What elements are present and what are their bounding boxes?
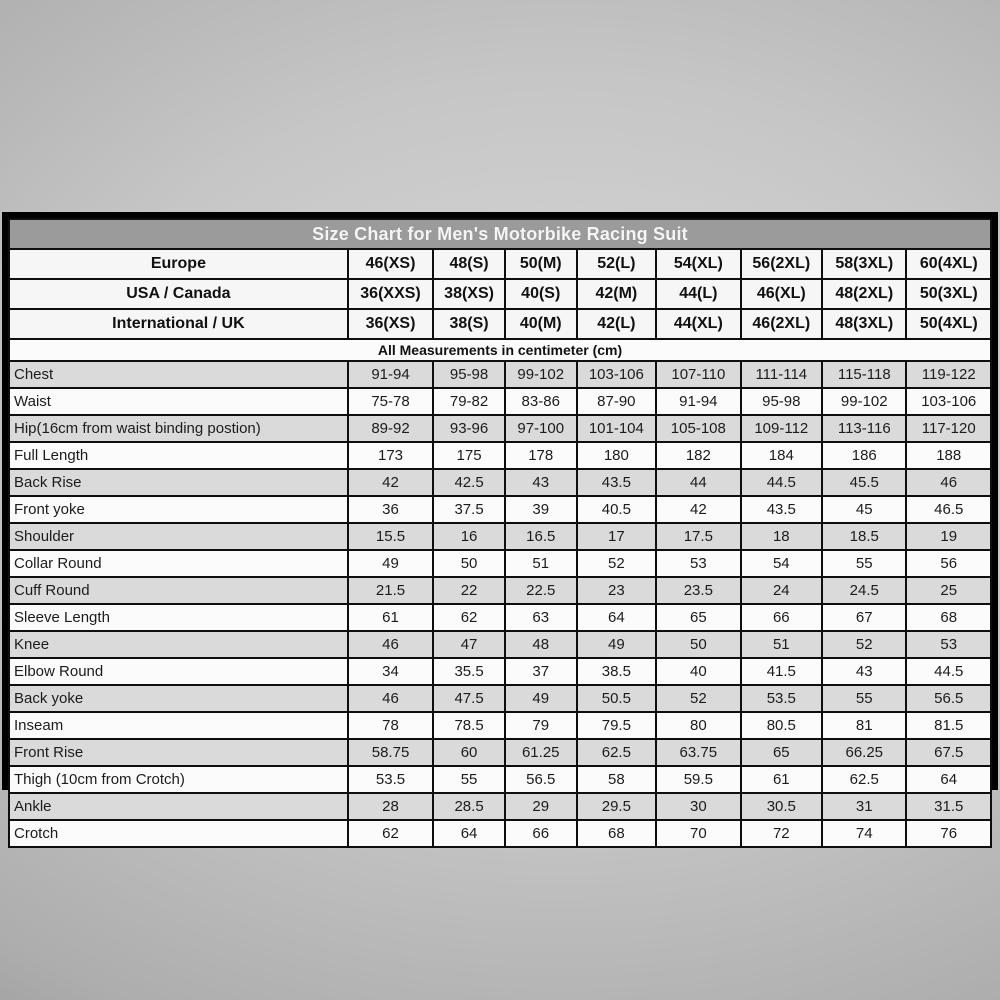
- size-chart-table: [8, 218, 992, 848]
- row-label: Full Length: [9, 442, 348, 469]
- value-cell: 63: [505, 604, 577, 631]
- measurement-row: [9, 685, 991, 712]
- value-cell: 47.5: [433, 685, 505, 712]
- value-cell: 95-98: [433, 361, 505, 388]
- value-cell: 35.5: [433, 658, 505, 685]
- row-label: Europe: [9, 249, 348, 279]
- value-cell: 44.5: [741, 469, 823, 496]
- value-cell: 67: [822, 604, 906, 631]
- value-cell: 87-90: [577, 388, 657, 415]
- value-cell: 115-118: [822, 361, 906, 388]
- value-cell: 56.5: [906, 685, 991, 712]
- row-label: Knee: [9, 631, 348, 658]
- value-cell: 28.5: [433, 793, 505, 820]
- value-cell: 76: [906, 820, 991, 847]
- row-label: Collar Round: [9, 550, 348, 577]
- value-cell: 113-116: [822, 415, 906, 442]
- value-cell: 55: [433, 766, 505, 793]
- value-cell: 40(S): [505, 279, 577, 309]
- value-cell: 37.5: [433, 496, 505, 523]
- value-cell: 18: [741, 523, 823, 550]
- value-cell: 79: [505, 712, 577, 739]
- unit-note-row: [9, 339, 991, 361]
- row-label: Cuff Round: [9, 577, 348, 604]
- value-cell: 46: [906, 469, 991, 496]
- value-cell: 43.5: [577, 469, 657, 496]
- row-label: Back Rise: [9, 469, 348, 496]
- value-cell: 93-96: [433, 415, 505, 442]
- value-cell: 25: [906, 577, 991, 604]
- measurement-row: [9, 550, 991, 577]
- value-cell: 59.5: [656, 766, 740, 793]
- value-cell: 50: [656, 631, 740, 658]
- value-cell: 109-112: [741, 415, 823, 442]
- value-cell: 43: [822, 658, 906, 685]
- value-cell: 22: [433, 577, 505, 604]
- value-cell: 188: [906, 442, 991, 469]
- value-cell: 52: [822, 631, 906, 658]
- value-cell: 103-106: [906, 388, 991, 415]
- value-cell: 52: [656, 685, 740, 712]
- value-cell: 66.25: [822, 739, 906, 766]
- value-cell: 24: [741, 577, 823, 604]
- value-cell: 53.5: [741, 685, 823, 712]
- measurement-row: [9, 577, 991, 604]
- value-cell: 37: [505, 658, 577, 685]
- row-label: Inseam: [9, 712, 348, 739]
- value-cell: 186: [822, 442, 906, 469]
- value-cell: 65: [656, 604, 740, 631]
- value-cell: 95-98: [741, 388, 823, 415]
- value-cell: 44(L): [656, 279, 740, 309]
- value-cell: 60: [433, 739, 505, 766]
- value-cell: 107-110: [656, 361, 740, 388]
- value-cell: 117-120: [906, 415, 991, 442]
- measurement-row: [9, 361, 991, 388]
- measurement-row: [9, 712, 991, 739]
- value-cell: 39: [505, 496, 577, 523]
- value-cell: 65: [741, 739, 823, 766]
- row-label: Ankle: [9, 793, 348, 820]
- value-cell: 54: [741, 550, 823, 577]
- value-cell: 46: [348, 685, 433, 712]
- value-cell: 62: [433, 604, 505, 631]
- value-cell: 17.5: [656, 523, 740, 550]
- measurement-row: [9, 739, 991, 766]
- value-cell: 23.5: [656, 577, 740, 604]
- value-cell: 105-108: [656, 415, 740, 442]
- measurement-row: [9, 631, 991, 658]
- value-cell: 42: [656, 496, 740, 523]
- value-cell: 80.5: [741, 712, 823, 739]
- value-cell: 67.5: [906, 739, 991, 766]
- value-cell: 58: [577, 766, 657, 793]
- value-cell: 175: [433, 442, 505, 469]
- value-cell: 66: [505, 820, 577, 847]
- value-cell: 64: [906, 766, 991, 793]
- value-cell: 46.5: [906, 496, 991, 523]
- measurement-row: [9, 415, 991, 442]
- value-cell: 63.75: [656, 739, 740, 766]
- value-cell: 30: [656, 793, 740, 820]
- measurement-row: [9, 766, 991, 793]
- value-cell: 49: [348, 550, 433, 577]
- value-cell: 75-78: [348, 388, 433, 415]
- value-cell: 44.5: [906, 658, 991, 685]
- value-cell: 91-94: [656, 388, 740, 415]
- value-cell: 45: [822, 496, 906, 523]
- value-cell: 81.5: [906, 712, 991, 739]
- value-cell: 46: [348, 631, 433, 658]
- row-label: Sleeve Length: [9, 604, 348, 631]
- measurement-row: [9, 442, 991, 469]
- value-cell: 97-100: [505, 415, 577, 442]
- measurement-row: [9, 523, 991, 550]
- value-cell: 70: [656, 820, 740, 847]
- value-cell: 56.5: [505, 766, 577, 793]
- value-cell: 52: [577, 550, 657, 577]
- value-cell: 30.5: [741, 793, 823, 820]
- value-cell: 62.5: [822, 766, 906, 793]
- size-header-row: [9, 279, 991, 309]
- row-label: Front yoke: [9, 496, 348, 523]
- value-cell: 38(XS): [433, 279, 505, 309]
- value-cell: 53: [656, 550, 740, 577]
- value-cell: 64: [433, 820, 505, 847]
- value-cell: 19: [906, 523, 991, 550]
- value-cell: 44(XL): [656, 309, 740, 339]
- value-cell: 119-122: [906, 361, 991, 388]
- value-cell: 55: [822, 550, 906, 577]
- measurement-row: [9, 469, 991, 496]
- value-cell: 64: [577, 604, 657, 631]
- row-label: International / UK: [9, 309, 348, 339]
- value-cell: 40.5: [577, 496, 657, 523]
- value-cell: 99-102: [822, 388, 906, 415]
- value-cell: 180: [577, 442, 657, 469]
- value-cell: 61: [348, 604, 433, 631]
- value-cell: 46(2XL): [741, 309, 823, 339]
- value-cell: 68: [906, 604, 991, 631]
- row-label: USA / Canada: [9, 279, 348, 309]
- value-cell: 101-104: [577, 415, 657, 442]
- value-cell: 182: [656, 442, 740, 469]
- value-cell: 38(S): [433, 309, 505, 339]
- value-cell: 52(L): [577, 249, 657, 279]
- value-cell: 50(4XL): [906, 309, 991, 339]
- value-cell: 21.5: [348, 577, 433, 604]
- value-cell: 50(M): [505, 249, 577, 279]
- value-cell: 66: [741, 604, 823, 631]
- value-cell: 48(2XL): [822, 279, 906, 309]
- value-cell: 23: [577, 577, 657, 604]
- value-cell: 29.5: [577, 793, 657, 820]
- value-cell: 18.5: [822, 523, 906, 550]
- value-cell: 50(3XL): [906, 279, 991, 309]
- measurement-row: [9, 793, 991, 820]
- value-cell: 31: [822, 793, 906, 820]
- value-cell: 43: [505, 469, 577, 496]
- value-cell: 16.5: [505, 523, 577, 550]
- value-cell: 51: [741, 631, 823, 658]
- value-cell: 42(L): [577, 309, 657, 339]
- value-cell: 46(XL): [741, 279, 823, 309]
- table-title-row: [9, 219, 991, 249]
- row-label: Elbow Round: [9, 658, 348, 685]
- value-cell: 68: [577, 820, 657, 847]
- value-cell: 62: [348, 820, 433, 847]
- value-cell: 58(3XL): [822, 249, 906, 279]
- value-cell: 42: [348, 469, 433, 496]
- value-cell: 89-92: [348, 415, 433, 442]
- value-cell: 62.5: [577, 739, 657, 766]
- measurement-row: [9, 496, 991, 523]
- value-cell: 49: [577, 631, 657, 658]
- value-cell: 74: [822, 820, 906, 847]
- value-cell: 44: [656, 469, 740, 496]
- value-cell: 184: [741, 442, 823, 469]
- value-cell: 43.5: [741, 496, 823, 523]
- value-cell: 99-102: [505, 361, 577, 388]
- value-cell: 80: [656, 712, 740, 739]
- value-cell: 178: [505, 442, 577, 469]
- value-cell: 40: [656, 658, 740, 685]
- value-cell: 60(4XL): [906, 249, 991, 279]
- value-cell: 55: [822, 685, 906, 712]
- value-cell: 56(2XL): [741, 249, 823, 279]
- value-cell: 61.25: [505, 739, 577, 766]
- value-cell: 53.5: [348, 766, 433, 793]
- value-cell: 31.5: [906, 793, 991, 820]
- value-cell: 49: [505, 685, 577, 712]
- size-header-row: [9, 249, 991, 279]
- value-cell: 111-114: [741, 361, 823, 388]
- value-cell: 15.5: [348, 523, 433, 550]
- value-cell: 78: [348, 712, 433, 739]
- value-cell: 46(XS): [348, 249, 433, 279]
- row-label: Thigh (10cm from Crotch): [9, 766, 348, 793]
- value-cell: 42.5: [433, 469, 505, 496]
- measurement-row: [9, 820, 991, 847]
- measurement-row: [9, 388, 991, 415]
- value-cell: 36: [348, 496, 433, 523]
- row-label: Hip(16cm from waist binding postion): [9, 415, 348, 442]
- value-cell: 48(S): [433, 249, 505, 279]
- value-cell: 91-94: [348, 361, 433, 388]
- row-label: Chest: [9, 361, 348, 388]
- value-cell: 54(XL): [656, 249, 740, 279]
- value-cell: 173: [348, 442, 433, 469]
- value-cell: 22.5: [505, 577, 577, 604]
- value-cell: 41.5: [741, 658, 823, 685]
- value-cell: 29: [505, 793, 577, 820]
- value-cell: 50.5: [577, 685, 657, 712]
- value-cell: 47: [433, 631, 505, 658]
- row-label: Crotch: [9, 820, 348, 847]
- size-header-row: [9, 309, 991, 339]
- row-label: Front Rise: [9, 739, 348, 766]
- value-cell: 36(XXS): [348, 279, 433, 309]
- value-cell: 48: [505, 631, 577, 658]
- value-cell: 79-82: [433, 388, 505, 415]
- measurement-row: [9, 658, 991, 685]
- value-cell: 53: [906, 631, 991, 658]
- value-cell: 103-106: [577, 361, 657, 388]
- value-cell: 51: [505, 550, 577, 577]
- value-cell: 58.75: [348, 739, 433, 766]
- value-cell: 81: [822, 712, 906, 739]
- value-cell: 45.5: [822, 469, 906, 496]
- value-cell: 42(M): [577, 279, 657, 309]
- value-cell: 28: [348, 793, 433, 820]
- value-cell: 61: [741, 766, 823, 793]
- value-cell: 50: [433, 550, 505, 577]
- value-cell: 17: [577, 523, 657, 550]
- row-label: Back yoke: [9, 685, 348, 712]
- value-cell: 34: [348, 658, 433, 685]
- row-label: Waist: [9, 388, 348, 415]
- value-cell: 36(XS): [348, 309, 433, 339]
- unit-note: All Measurements in centimeter (cm): [9, 339, 991, 361]
- value-cell: 79.5: [577, 712, 657, 739]
- value-cell: 78.5: [433, 712, 505, 739]
- value-cell: 83-86: [505, 388, 577, 415]
- row-label: Shoulder: [9, 523, 348, 550]
- value-cell: 40(M): [505, 309, 577, 339]
- value-cell: 16: [433, 523, 505, 550]
- measurement-row: [9, 604, 991, 631]
- value-cell: 56: [906, 550, 991, 577]
- value-cell: 24.5: [822, 577, 906, 604]
- value-cell: 48(3XL): [822, 309, 906, 339]
- size-chart-table-container: [2, 212, 998, 842]
- value-cell: 38.5: [577, 658, 657, 685]
- page-title: Size Chart for Men's Motorbike Racing Suit: [9, 219, 991, 249]
- value-cell: 72: [741, 820, 823, 847]
